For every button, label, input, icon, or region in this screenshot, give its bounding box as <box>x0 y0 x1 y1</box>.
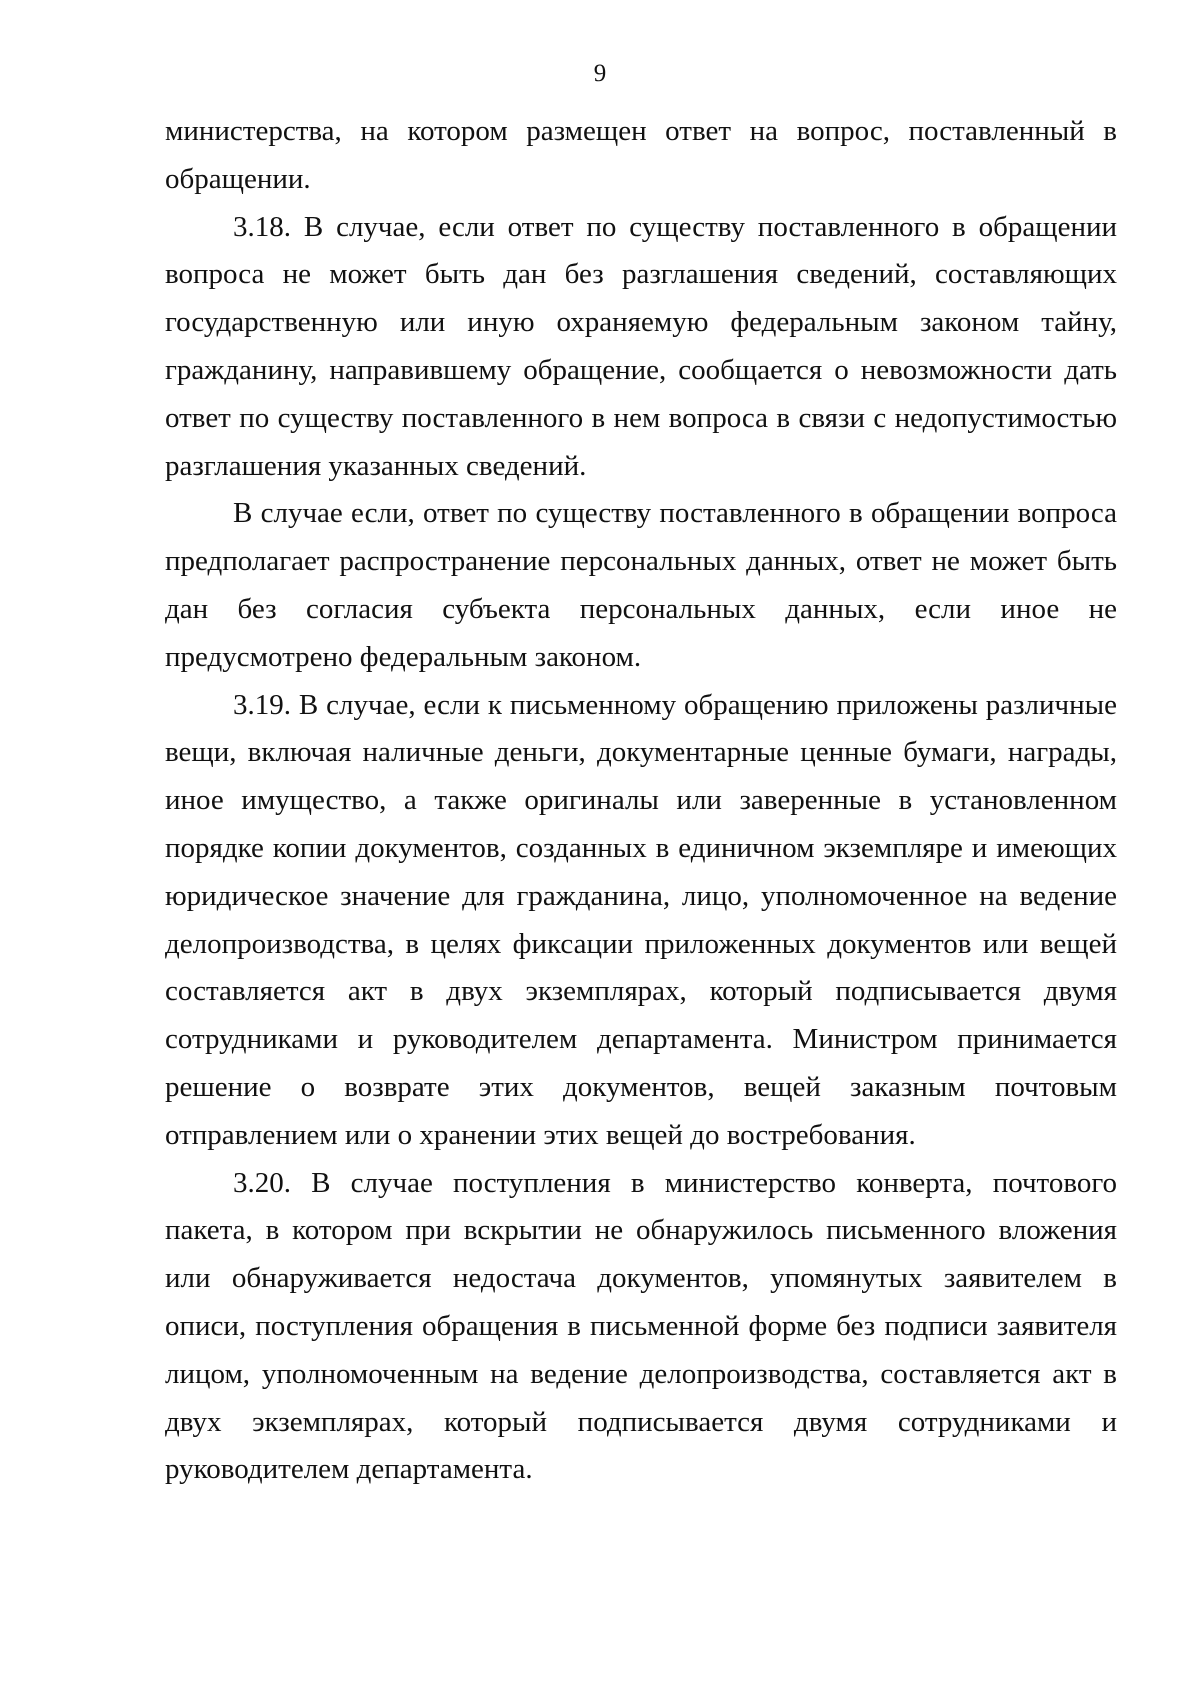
document-body <box>165 108 1117 1494</box>
paragraph-continuation: министерства, на котором размещен ответ на вопрос, поставленный в обращении. <box>165 115 1117 195</box>
paragraph-3-19: 3.19. В случае, если к письменному обращению приложены различные вещи, включая наличные деньги, документарные ценные бумаги, награды, иное имущество, а также оригиналы или заверенные в установленном порядке копии документов, созданных в единичном экземпляре и имеющих юридическое значение для гражданина, лицо, уполномоченное на ведение делопроизводства, в целях фиксации приложенных документов или вещей составляется акт в двух экземплярах, который подписывается двумя сотрудниками и руководителем департамента. Министром принимается решение о возврате этих документов, вещей заказным почтовым отправлением или о хранении этих вещей до востребования. <box>165 688 1117 1151</box>
paragraph-3-20: 3.20. В случае поступления в министерство конверта, почтового пакета, в котором при вскрытии не обнаружилось письменного вложения или обнаруживается недостача документов, упомянутых заявителем в описи, поступления обращения в письменной форме без подписи заявителя лицом, уполномоченным на ведение делопроизводства, составляется акт в двух экземплярах, который подписывается двумя сотрудниками и руководителем департамента. <box>165 1166 1117 1486</box>
page-number: 9 <box>593 60 607 87</box>
paragraph-personal-data: В случае если, ответ по существу поставленного в обращении вопроса предполагает распространение персональных данных, ответ не может быть дан без согласия субъекта персональных данных, если иное не предусмотрено федеральным законом. <box>165 497 1117 673</box>
paragraph-3-18: 3.18. В случае, если ответ по существу поставленного в обращении вопроса не может быть дан без разглашения сведений, составляющих государственную или иную охраняемую федеральным законом тайну, гражданину, направившему обращение, сообщается о невозможности дать ответ по существу поставленного в нем вопроса в связи с недопустимостью разглашения указанных сведений. <box>165 210 1117 482</box>
